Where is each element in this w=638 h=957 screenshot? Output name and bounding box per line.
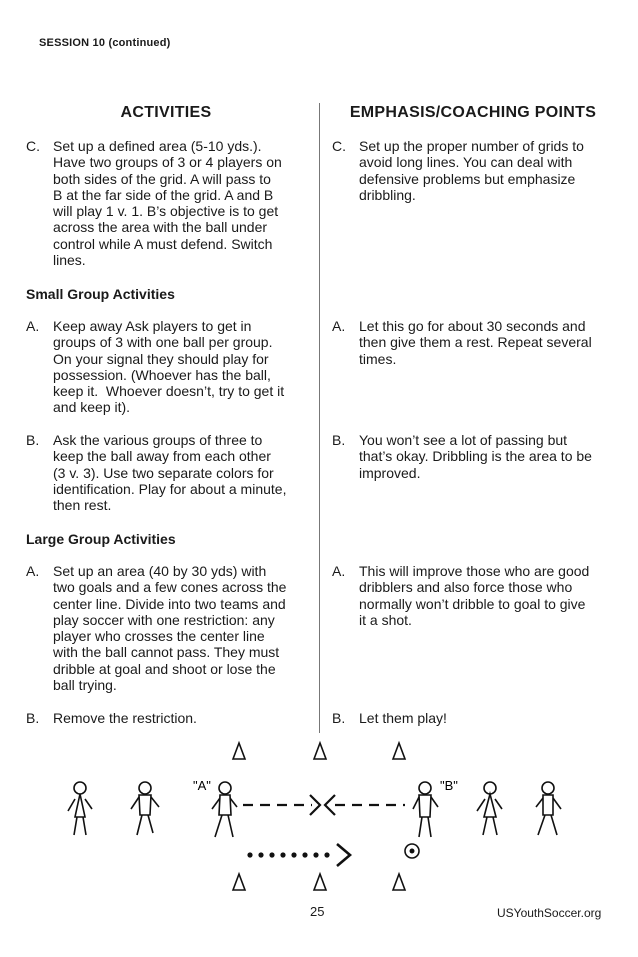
arrow-right-icon [337, 844, 350, 866]
website-link[interactable]: USYouthSoccer.org [497, 906, 602, 920]
coaching-points-heading: EMPHASIS/COACHING POINTS [349, 104, 597, 121]
item-marker: C. [26, 138, 40, 154]
cone-icon [393, 874, 405, 890]
drill-diagram [0, 735, 638, 900]
item-marker: C. [332, 138, 346, 154]
item-text: Let them play! [359, 710, 447, 726]
item-marker: B. [332, 432, 346, 448]
soccer-ball-icon [405, 844, 419, 858]
player-label-a: "A" [193, 778, 211, 793]
page-number: 25 [310, 904, 325, 919]
small-group-heading: Small Group Activities [26, 286, 175, 302]
item-text: Set up a defined area (5-10 yds.). Have two groups of 3 or 4 players on both sides of the grid. A will pass to B at the far side of the grid. A and B will play 1 v. 1. B’s objective is to get across the area with the ball under control while A must defend. Switch lines. [53, 138, 282, 269]
activities-heading: ACTIVITIES [120, 104, 212, 121]
player-icon [536, 782, 561, 835]
player-icon [212, 782, 237, 837]
dribble-path [247, 852, 329, 857]
item-text: Set up the proper number of grids to avoid long lines. You can deal with defensive problems but emphasize dribbling. [359, 138, 584, 203]
item-marker: A. [332, 318, 346, 334]
item-marker: B. [26, 710, 40, 726]
cone-icon [393, 743, 405, 759]
column-divider [319, 103, 320, 733]
item-text: Keep away Ask players to get in groups of 3 with one ball per group. On your signal they should play for possession. (Whoever has the ball, keep it. Whoever doesn’t, try to get it and keep it). [53, 318, 285, 416]
large-group-heading: Large Group Activities [26, 531, 176, 547]
item-marker: B. [26, 432, 40, 448]
item-marker: A. [26, 318, 40, 334]
player-icon [477, 782, 502, 835]
item-text: Let this go for about 30 seconds and then give them a rest. Repeat several times. [359, 318, 592, 367]
player-icon [131, 782, 159, 835]
item-text: Set up an area (40 by 30 yds) with two goals and a few cones across the center line. Divide into two teams and play soccer with one restriction: any player who crosses the center line with the ball cannot pass. They must dribble at goal and shoot or lose the ball trying. [53, 563, 287, 694]
cone-icon [314, 874, 326, 890]
cone-icon [233, 743, 245, 759]
player-icon [413, 782, 438, 837]
item-text: Remove the restriction. [53, 710, 197, 726]
item-text: You won’t see a lot of passing but that’s okay. Dribbling is the area to be improved. [359, 432, 592, 481]
item-marker: B. [332, 710, 346, 726]
cone-icon [233, 874, 245, 890]
player-icon [68, 782, 92, 835]
item-text: Ask the various groups of three to keep the ball away from each other (3 v. 3). Use two separate colors for identification. Play for about a minute, then rest. [53, 432, 287, 514]
item-marker: A. [26, 563, 40, 579]
player-label-b: "B" [440, 778, 458, 793]
cone-icon [314, 743, 326, 759]
session-header: SESSION 10 (continued) [39, 37, 171, 49]
item-marker: A. [332, 563, 346, 579]
arrow-left-icon [325, 795, 335, 815]
item-text: This will improve those who are good dribblers and also force those who normally won’t dribble to goal to give it a shot. [359, 563, 590, 628]
